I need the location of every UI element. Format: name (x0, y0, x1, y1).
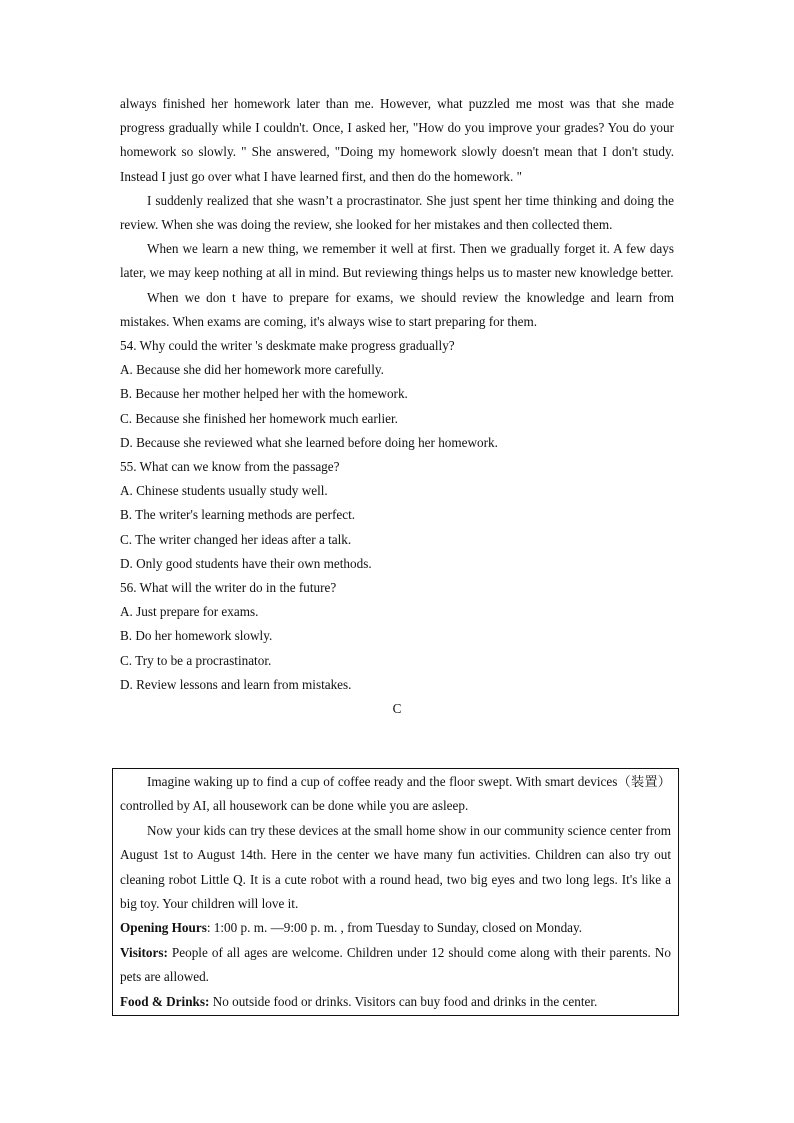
question-56 (120, 576, 674, 697)
notice-box (112, 768, 679, 1016)
food-drinks-info (120, 990, 671, 1014)
visitors-text: People of all ages are welcome. Children under 12 should come along with their parents. No pets are allowed. (120, 944, 671, 985)
answer-option: C. Try to be a procrastinator. (120, 652, 272, 668)
passage-paragraph-1: always finished her homework later than me. However, what puzzled me most was that she made progress gradually while I couldn't. Once, I asked her, "How do you improve your grades? You do your homework so slowly. " She answered, "Doing my homework slowly doesn't mean that I don't study. Instead I just go over what I have learned first, and then do the homework. " (120, 96, 674, 184)
answer-option: A. Chinese students usually study well. (120, 483, 328, 499)
answer-option: D. Because she reviewed what she learned before doing her homework. (120, 434, 498, 450)
food-drinks-text: No outside food or drinks. Visitors can buy food and drinks in the center. (209, 993, 598, 1009)
passage-paragraph-4: When we don t have to prepare for exams, we should review the knowledge and learn from mistakes. When exams are coming, it's always wise to start preparing for them. (120, 289, 674, 329)
answer-option: A. Because she did her homework more carefully. (120, 362, 384, 378)
answer-option: C. The writer changed her ideas after a talk. (120, 531, 352, 547)
notice-paragraph-1: Imagine waking up to find a cup of coffee ready and the floor swept. With smart devices（装置）controlled by AI, all housework can be done while you are asleep. (120, 774, 671, 814)
question-stem: 56. What will the writer do in the future? (120, 580, 337, 596)
answer-option: A. Just prepare for exams. (120, 604, 259, 620)
notice-paragraph-2: Now your kids can try these devices at the small home show in our community science center from August 1st to August 14th. Here in the center we have many fun activities. Children can also try out cleaning robot Little Q. It is a cute robot with a round head, two big eyes and two long legs. It's like a big toy. Your children will love it. (120, 822, 671, 912)
section-heading: C (392, 701, 402, 717)
answer-option: D. Only good students have their own methods. (120, 555, 372, 571)
visitors-info (120, 941, 671, 990)
opening-hours-label: Opening Hours (120, 920, 207, 936)
question-stem: 55. What can we know from the passage? (120, 459, 340, 475)
answer-option: B. The writer's learning methods are perfect. (120, 507, 356, 523)
passage-paragraph-2: I suddenly realized that she wasn’t a procrastinator. She just spent her time thinking and doing the review. When she was doing the review, she looked for her mistakes and then collected them. (120, 192, 674, 233)
answer-option: D. Review lessons and learn from mistakes. (120, 676, 352, 692)
food-drinks-label: Food & Drinks: (120, 993, 210, 1009)
opening-hours-text: : 1:00 p. m. —9:00 p. m. , from Tuesday to Sunday, closed on Monday. (206, 920, 583, 936)
visitors-label: Visitors: (120, 944, 168, 960)
question-stem: 54. Why could the writer 's deskmate make progress gradually? (120, 338, 455, 354)
passage-paragraph-3: When we learn a new thing, we remember it well at first. Then we gradually forget it. A few days later, we may keep nothing at all in mind. But reviewing things helps us to master new knowledge better. (120, 241, 674, 281)
document-page (120, 92, 674, 721)
opening-hours (120, 916, 671, 940)
question-55 (120, 455, 674, 576)
answer-option: C. Because she finished her homework much earlier. (120, 410, 398, 426)
question-54 (120, 334, 674, 455)
answer-option: B. Do her homework slowly. (120, 628, 273, 644)
answer-option: B. Because her mother helped her with the homework. (120, 386, 408, 402)
